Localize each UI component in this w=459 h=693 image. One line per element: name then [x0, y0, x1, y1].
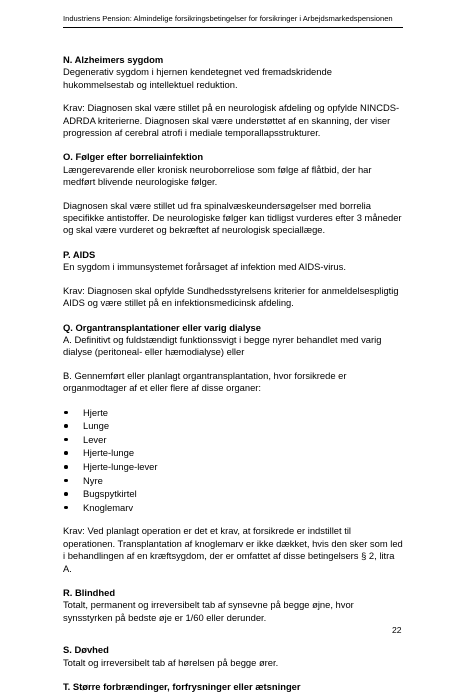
- bullet-icon: [64, 479, 68, 483]
- bullet-icon: [64, 465, 68, 469]
- section-p-requirement: Krav: Diagnosen skal opfylde Sundhedsstyrelsens kriterier for anmeldelsespligtig AIDS og være stillet på en infektionsmedicinsk afdeling.: [63, 284, 399, 309]
- list-item: Bugspytkirtel: [63, 487, 403, 501]
- bullet-icon: [64, 451, 68, 455]
- section-q-requirement: Krav: Ved planlagt operation er det et krav, at forsikrede er indstillet til operationen. Transplantation af knoglemarv er ikke dækket, hvis den sker som led i behandlingen af en kræftsygdom, der er omfattet af disse betingelsers § 2, litra A.: [63, 525, 403, 574]
- page-content: [63, 54, 403, 693]
- organ-list: [63, 406, 403, 515]
- list-item: Lunge: [63, 419, 403, 433]
- section-heading-p: P. AIDS: [63, 248, 96, 260]
- section-heading-n: N. Alzheimers sygdom: [63, 54, 164, 65]
- section-heading-o: O. Følger efter borreliainfektion: [63, 151, 204, 163]
- bullet-icon: [64, 492, 68, 496]
- section-s-definition: Totalt og irreversibelt tab af hørelsen på begge ører.: [63, 656, 279, 668]
- list-item: Lever: [63, 433, 403, 447]
- section-n-definition: Degenerativ sygdom i hjernen kendetegnet ved fremadskridende hukommelsestab og intellektuel reduktion.: [63, 66, 332, 90]
- bullet-icon: [64, 438, 68, 442]
- list-item: Knoglemarv: [63, 501, 403, 515]
- section-o-requirement: Diagnosen skal være stillet ud fra spinalvæskeundersøgelser med borrelia specifikke antistoffer. De neurologiske følger kan tidligst vurderes efter 3 måneder og skal være vurderet og bekræftet af neurologisk speciallæge.: [63, 199, 402, 236]
- list-item: Hjerte-lunge-lever: [63, 460, 403, 474]
- list-item: Nyre: [63, 474, 403, 488]
- section-heading-q: Q. Organtransplantationer eller varig dialyse: [63, 321, 261, 333]
- bullet-icon: [64, 506, 68, 510]
- bullet-icon: [64, 424, 68, 428]
- section-r-definition: Totalt, permanent og irreversibelt tab af synsevne på begge øjne, hvor synsstyrken på bedste øje er 1/60 eller derunder.: [63, 599, 354, 623]
- bullet-icon: [64, 411, 68, 415]
- list-item: Hjerte-lunge: [63, 446, 403, 460]
- section-q-option-a: A. Definitivt og fuldstændigt funktionssvigt i begge nyrer behandlet med varig dialyse (peritoneal- eller hæmodialyse) eller: [63, 333, 382, 358]
- section-heading-t: T. Større forbrændinger, forfrysninger eller ætsninger: [63, 680, 301, 692]
- section-q-option-b: B. Gennemført eller planlagt organtransplantation, hvor forsikrede er organmodtager af et eller flere af disse organer:: [63, 369, 347, 394]
- section-o-definition: Længerevarende eller kronisk neuroborreliose som følge af flåtbid, der har medført blivende neurologiske følger.: [63, 163, 372, 188]
- running-header: Industriens Pension: Almindelige forsikringsbetingelser for forsikringer i Arbejdsmarkedspensionen: [63, 14, 393, 23]
- section-heading-r: R. Blindhed: [63, 586, 116, 598]
- section-n-requirement: Krav: Diagnosen skal være stillet på en neurologisk afdeling og opfylde NINCDS-ADRDA kriterierne. Diagnosen skal være understøttet af en skanning, der viser progression af cerebral atrofi i mediale temporallapsstrukturer.: [63, 102, 400, 139]
- section-p-definition: En sygdom i immunsystemet forårsaget af infektion med AIDS-virus.: [63, 261, 346, 273]
- section-heading-s: S. Døvhed: [63, 644, 109, 656]
- list-item: Hjerte: [63, 406, 403, 420]
- page-number: 22: [392, 625, 402, 635]
- header-rule: [63, 27, 403, 28]
